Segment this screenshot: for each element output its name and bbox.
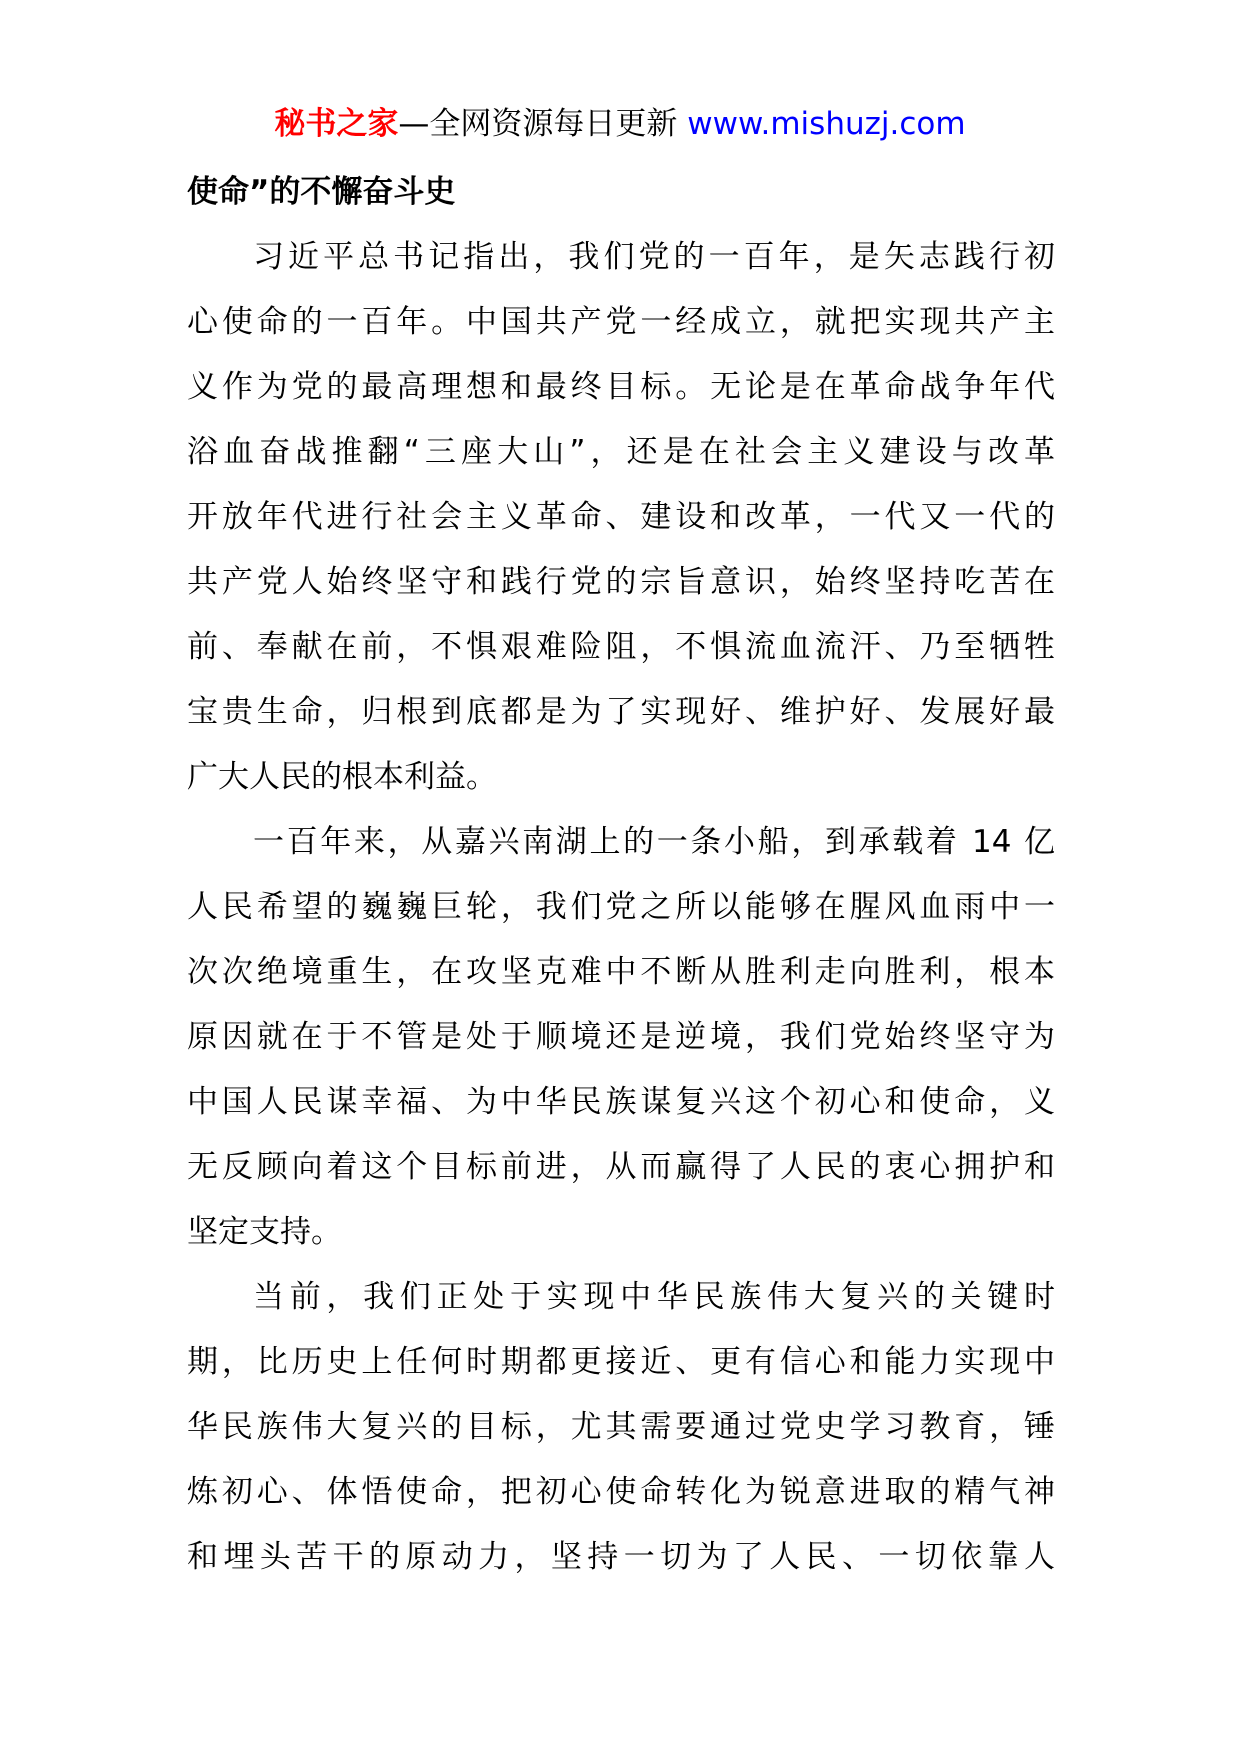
section-heading: 使命”的不懈奋斗史 (187, 174, 456, 210)
paragraph-line: 和埋头苦干的原动力，坚持一切为了人民、一切依靠人 (187, 1539, 1055, 1575)
paragraph-line: 无反顾向着这个目标前进，从而赢得了人民的衷心拥护和 (187, 1149, 1055, 1185)
paragraph-line: 前、奉献在前，不惧艰难险阻，不惧流血流汗、乃至牺牲 (187, 629, 1055, 665)
document-body (187, 160, 1055, 1590)
paragraph-2 (187, 810, 1055, 1265)
paragraph-line: 共产党人始终坚守和践行党的宗旨意识，始终坚持吃苦在 (187, 564, 1055, 600)
paragraph-line: 炼初心、体悟使命，把初心使命转化为锐意进取的精气神 (187, 1474, 1055, 1510)
paragraph-line: 浴血奋战推翻“三座大山”，还是在社会主义建设与改革 (187, 434, 1055, 470)
paragraph-line: 原因就在于不管是处于顺境还是逆境，我们党始终坚守为 (187, 1019, 1055, 1055)
paragraph-line: 期，比历史上任何时期都更接近、更有信心和能力实现中 (187, 1344, 1055, 1380)
paragraph-line: 华民族伟大复兴的目标，尤其需要通过党史学习教育，锤 (187, 1409, 1055, 1445)
paragraph-line: 广大人民的根本利益。 (187, 759, 497, 795)
paragraph-line: 中国人民谋幸福、为中华民族谋复兴这个初心和使命，义 (187, 1084, 1055, 1120)
paragraph-line: 一百年来，从嘉兴南湖上的一条小船，到承载着 14 亿 (253, 824, 1055, 860)
header-tagline: —全网资源每日更新 (398, 106, 678, 142)
brand-name: 秘书之家 (274, 106, 399, 142)
paragraph-line: 心使命的一百年。中国共产党一经成立，就把实现共产主 (187, 304, 1055, 340)
paragraph-line: 宝贵生命，归根到底都是为了实现好、维护好、发展好最 (187, 694, 1055, 730)
paragraph-3 (187, 1265, 1055, 1590)
paragraph-line: 人民希望的巍巍巨轮，我们党之所以能够在腥风血雨中一 (187, 889, 1055, 925)
site-url-link[interactable]: www.mishuzj.com (687, 106, 966, 142)
page-header (0, 100, 1240, 148)
paragraph-line: 义作为党的最高理想和最终目标。无论是在革命战争年代 (187, 369, 1055, 405)
paragraph-line: 习近平总书记指出，我们党的一百年，是矢志践行初 (253, 239, 1055, 275)
paragraph-line: 开放年代进行社会主义革命、建设和改革，一代又一代的 (187, 499, 1055, 535)
paragraph-line: 坚定支持。 (187, 1214, 342, 1250)
paragraph-line: 当前，我们正处于实现中华民族伟大复兴的关键时 (253, 1279, 1055, 1315)
paragraph-1 (187, 225, 1055, 810)
paragraph-line: 次次绝境重生，在攻坚克难中不断从胜利走向胜利，根本 (187, 954, 1055, 990)
